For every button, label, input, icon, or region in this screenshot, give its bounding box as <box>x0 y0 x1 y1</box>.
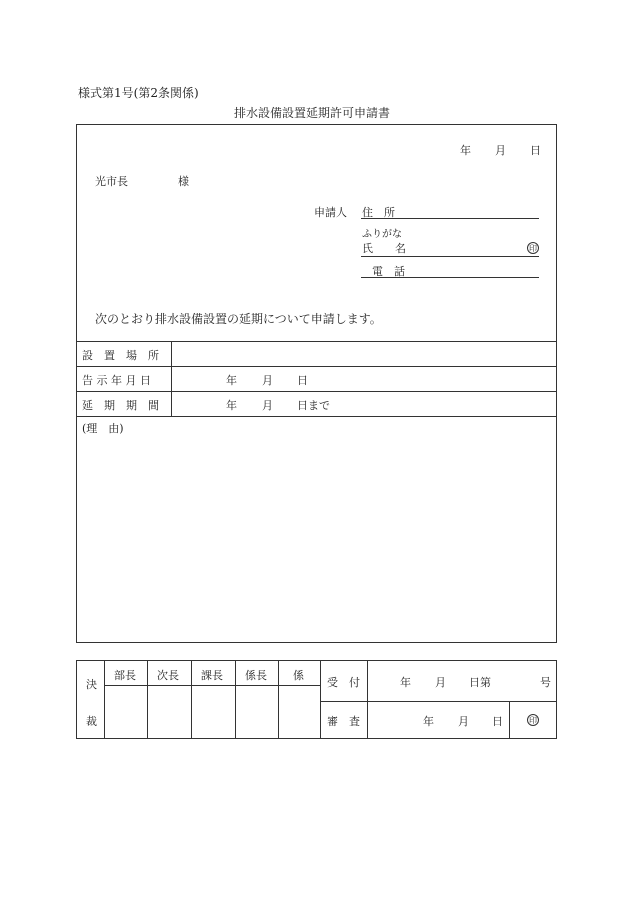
column-divider <box>171 341 172 416</box>
column-divider <box>509 701 510 739</box>
title-department-head: 部長 <box>114 669 136 682</box>
applicant-seal-icon: 印 <box>529 244 537 253</box>
row-divider <box>76 416 557 417</box>
receipt-number-suffix: 号 <box>540 676 551 689</box>
postponement-day: 日まで <box>297 399 330 412</box>
column-divider <box>278 660 279 739</box>
date-month: 月 <box>495 144 506 157</box>
receipt-day: 日第 <box>469 676 491 689</box>
date-day: 日 <box>530 144 541 157</box>
installation-location-label: 設 置 場 所 <box>82 349 159 362</box>
furigana-label: ふりがな <box>362 229 402 240</box>
receipt-year: 年 <box>400 676 411 689</box>
name-label: 氏 名 <box>362 242 406 255</box>
name-underline <box>361 256 539 257</box>
approval-label-bottom: 裁 <box>86 715 97 728</box>
phone-label: 電 話 <box>372 265 405 278</box>
approval-box <box>76 660 557 739</box>
column-divider <box>320 660 321 739</box>
review-day: 日 <box>492 715 503 728</box>
row-divider <box>76 341 557 342</box>
phone-underline <box>361 277 539 278</box>
date-year: 年 <box>460 144 471 157</box>
title-staff: 係 <box>293 669 304 682</box>
addressee-name: 光市長 <box>95 175 128 188</box>
postponement-period-label: 延 期 期 間 <box>82 399 159 412</box>
review-seal-icon: 印 <box>529 716 537 725</box>
receipt-row-divider <box>320 701 557 702</box>
title-section-chief: 課長 <box>201 669 223 682</box>
addressee-honorific: 様 <box>178 175 189 188</box>
title-deputy-head: 次長 <box>157 669 179 682</box>
address-underline <box>361 218 539 219</box>
application-statement: 次のとおり排水設備設置の延期について申請します。 <box>95 312 382 326</box>
applicant-label: 申請人 <box>314 206 347 219</box>
receipt-month: 月 <box>435 676 446 689</box>
form-title: 排水設備設置延期許可申請書 <box>234 106 391 120</box>
review-month: 月 <box>458 715 469 728</box>
review-label: 審 査 <box>327 715 360 728</box>
reason-label: (理 由) <box>82 422 124 435</box>
approval-label-top: 決 <box>86 678 97 691</box>
column-divider <box>147 660 148 739</box>
notice-date-day: 日 <box>297 374 308 387</box>
notice-date-month: 月 <box>262 374 273 387</box>
notice-date-label: 告 示 年 月 日 <box>82 374 151 387</box>
column-divider <box>191 660 192 739</box>
column-divider <box>235 660 236 739</box>
postponement-year: 年 <box>226 399 237 412</box>
receipt-label: 受 付 <box>327 676 360 689</box>
review-year: 年 <box>423 715 434 728</box>
column-divider <box>367 660 368 739</box>
form-number: 様式第1号(第2条関係) <box>78 86 199 100</box>
column-divider <box>104 660 105 739</box>
row-divider <box>76 366 557 367</box>
postponement-month: 月 <box>262 399 273 412</box>
title-subsection-chief: 係長 <box>245 669 267 682</box>
row-divider <box>76 391 557 392</box>
address-label: 住 所 <box>362 206 395 219</box>
title-row-divider <box>104 685 320 686</box>
notice-date-year: 年 <box>226 374 237 387</box>
